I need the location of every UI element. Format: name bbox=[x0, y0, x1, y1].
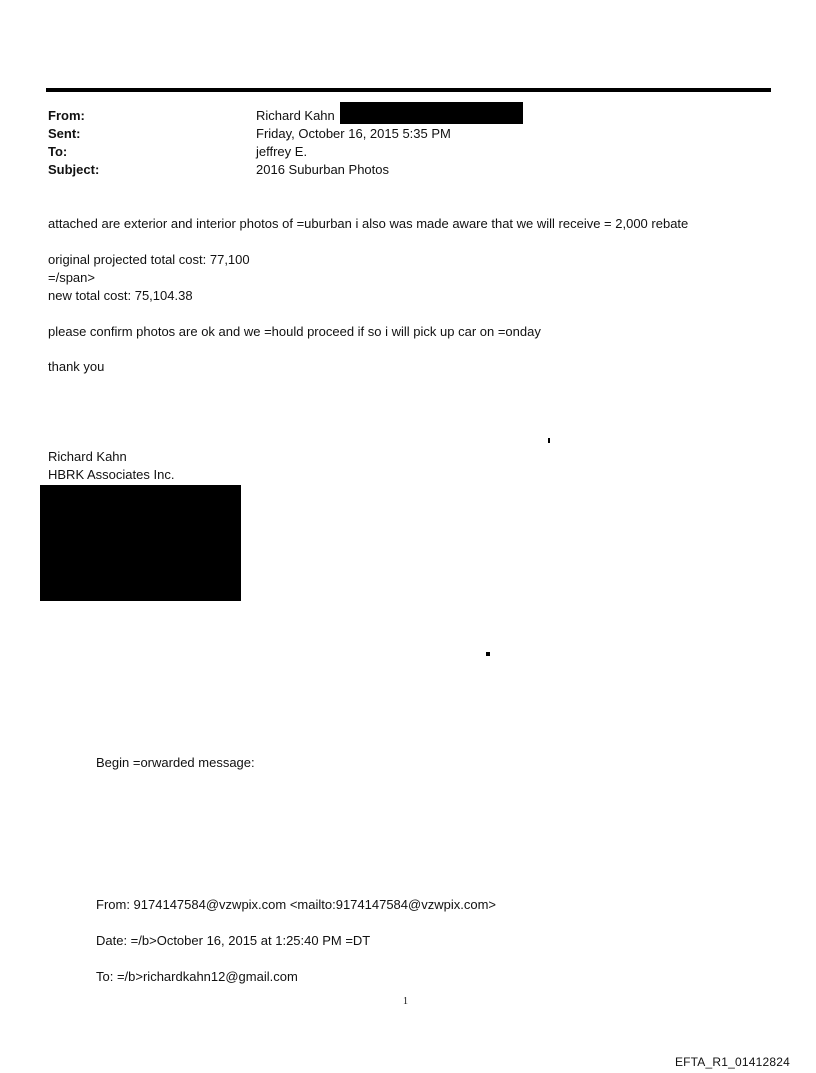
header-rule bbox=[46, 88, 771, 92]
forwarded-from: From: 9174147584@vzwpix.com <mailto:9174147584@vzwpix.com> bbox=[96, 897, 496, 912]
subject-value: 2016 Suburban Photos bbox=[256, 162, 389, 177]
sent-label: Sent: bbox=[48, 126, 81, 141]
forwarded-date: Date: =/b>October 16, 2015 at 1:25:40 PM =DT bbox=[96, 933, 371, 948]
forwarded-intro: Begin =orwarded message: bbox=[96, 755, 255, 770]
signature-company: HBRK Associates Inc. bbox=[48, 467, 175, 482]
redaction-signature-block bbox=[40, 485, 241, 601]
redaction-from-email bbox=[340, 102, 523, 124]
to-value: jeffrey E. bbox=[256, 144, 308, 159]
subject-label: Subject: bbox=[48, 162, 100, 177]
from-value: Richard Kahn bbox=[256, 108, 335, 123]
scan-speck bbox=[548, 438, 550, 443]
body-line-6: thank you bbox=[48, 359, 105, 374]
body-line-5: please confirm photos are ok and we =hould proceed if so i will pick up car on =onday bbox=[48, 324, 541, 339]
scan-speck bbox=[486, 652, 490, 656]
page-number: 1 bbox=[403, 996, 408, 1007]
signature-name: Richard Kahn bbox=[48, 449, 127, 464]
body-line-1: attached are exterior and interior photos of =uburban i also was made aware that we will receive = 2,000 rebate bbox=[48, 216, 689, 231]
body-line-3: =/span> bbox=[48, 270, 95, 285]
sent-value: Friday, October 16, 2015 5:35 PM bbox=[256, 126, 451, 141]
forwarded-to: To: =/b>richardkahn12@gmail.com bbox=[96, 969, 298, 984]
body-line-2: original projected total cost: 77,100 bbox=[48, 252, 250, 267]
bates-number: EFTA_R1_01412824 bbox=[674, 1055, 790, 1069]
from-label: From: bbox=[48, 108, 85, 123]
body-line-4: new total cost: 75,104.38 bbox=[48, 288, 193, 303]
to-label: To: bbox=[48, 144, 68, 159]
